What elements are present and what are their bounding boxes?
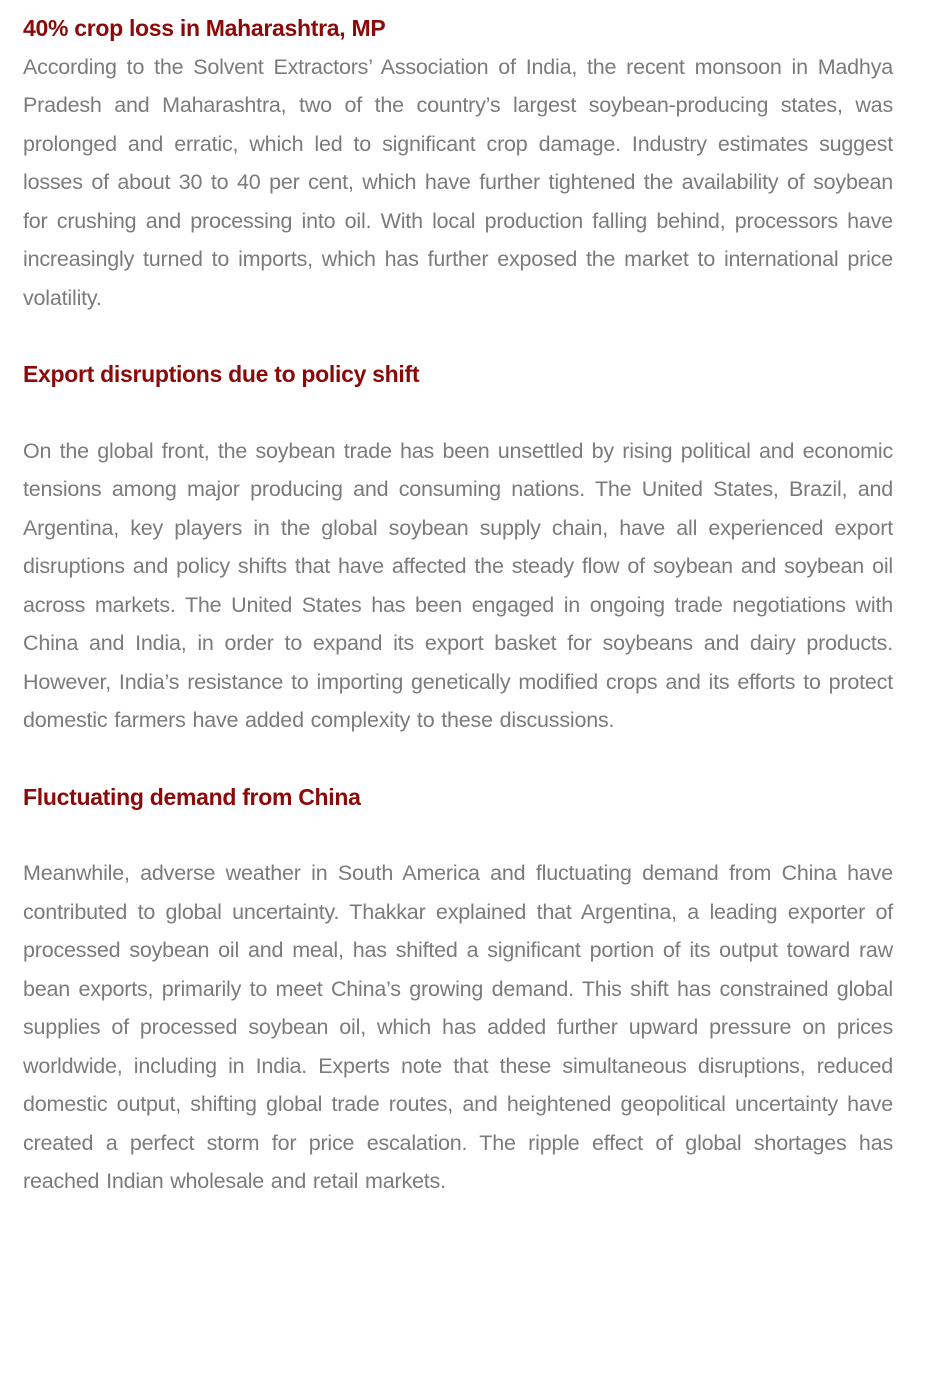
section-heading-crop-loss: 40% crop loss in Maharashtra, MP [23, 15, 386, 41]
paragraph-crop-loss: According to the Solvent Extractors’ Association of India, the recent monsoon in Madhya Pradesh and Maharashtra, two of the country’s largest soybean-producing states, was prolonged and erratic, which led to significant crop damage. Industry estimates suggest losses of about 30 to 40 per cent, which have further tightened the availability of soybean for crushing and processing into oil. With local production falling behind, processors have increasingly turned to imports, which has further exposed the market to international price volatility. [23, 54, 893, 310]
paragraph-export-disruptions: On the global front, the soybean trade has been unsettled by rising political and economic tensions among major producing and consuming nations. The United States, Brazil, and Argentina, key players in the global soybean supply chain, have all experienced export disruptions and policy shifts that have affected the steady flow of soybean and soybean oil across markets. The United States has been engaged in ongoing trade negotiations with China and India, in order to expand its export basket for soybeans and dairy products. However, India’s resistance to importing genetically modified crops and its efforts to protect domestic farmers have added complexity to these discussions. [23, 438, 893, 732]
section-heading-china-demand: Fluctuating demand from China [23, 783, 361, 810]
section-heading-export-disruptions: Export disruptions due to policy shift [23, 361, 420, 387]
news-article-body [23, 9, 893, 1201]
paragraph-china-demand: Meanwhile, adverse weather in South America and fluctuating demand from China have contributed to global uncertainty. Thakkar explained that Argentina, a leading exporter of processed soybean oil and meal, has shifted a significant portion of its output toward raw bean exports, primarily to meet China’s growing demand. This shift has constrained global supplies of processed soybean oil, which has added further upward pressure on prices worldwide, including in India. Experts note that these simultaneous disruptions, reduced domestic output, shifting global trade routes, and heightened geopolitical uncertainty have created a perfect storm for price escalation. The ripple effect of global shortages has reached Indian wholesale and retail markets. [23, 861, 893, 1193]
